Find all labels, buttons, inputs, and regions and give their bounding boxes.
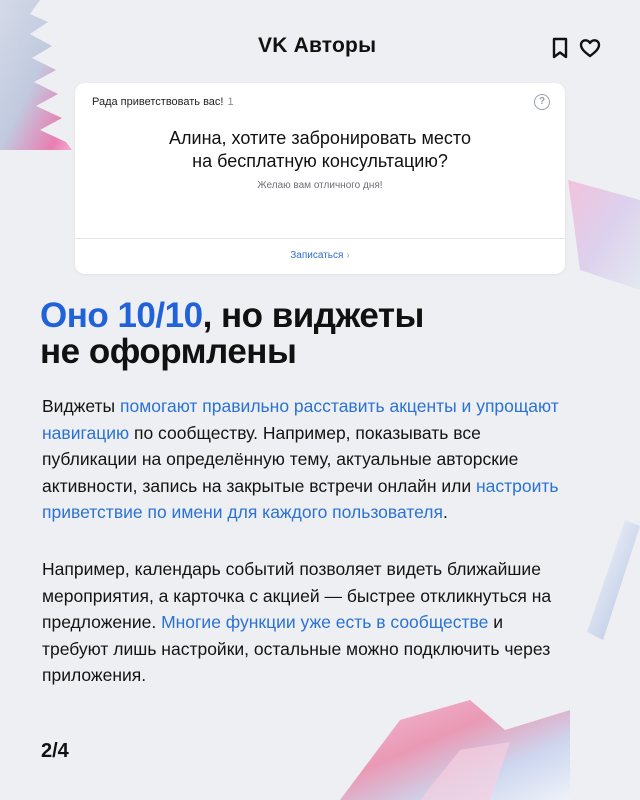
para2-text-1: Например, календарь событий позволяет видеть ближайшие мероприятия, а карточка с акцией — быстрее откликнуться на предложение. — [42, 559, 552, 632]
para1-text-3: . — [443, 502, 448, 522]
chevron-right-icon: › — [346, 250, 350, 261]
widget-header — [92, 96, 234, 108]
para1-text-2: по сообществу. Например, показывать все публикации на определённую тему, актуальные авторские активности, запись на закрытые встречи онлайн или — [42, 422, 519, 496]
para1-link-2[interactable]: настроить приветствие по имени для каждого пользователя — [42, 475, 559, 522]
greeting-widget-card — [75, 83, 565, 274]
body-paragraph-2 — [42, 556, 562, 689]
decorative-glass-shape — [0, 0, 80, 160]
widget-title — [75, 127, 565, 173]
signup-button-label: Записаться — [290, 250, 344, 261]
decorative-glass-shape — [585, 520, 640, 640]
brand-title: VK Авторы — [258, 34, 377, 57]
para2-text-2: и требуют лишь настройки, остальные можно подключить через приложения. — [42, 612, 551, 685]
decorative-glass-shape — [320, 690, 570, 800]
signup-button[interactable] — [75, 250, 565, 261]
widget-title-line2: на бесплатную консультацию? — [192, 151, 448, 171]
page-headline — [40, 298, 600, 370]
bookmark-icon[interactable] — [548, 36, 572, 60]
header-actions — [548, 36, 602, 60]
question-circle-icon[interactable]: ? — [534, 94, 550, 110]
page-number: 2/4 — [41, 740, 69, 762]
headline-rest: , но виджеты — [202, 296, 424, 335]
widget-count: 1 — [227, 96, 234, 108]
para2-link-1[interactable]: Многие функции уже есть в сообществе — [161, 612, 489, 632]
widget-divider — [75, 238, 565, 239]
headline-accent: Оно 10/10 — [40, 296, 203, 335]
widget-greeting: Рада приветствовать вас! — [92, 96, 224, 108]
headline-line2: не оформлены — [40, 332, 297, 371]
decorative-glass-shape — [560, 180, 640, 290]
para1-link-1[interactable]: помогают правильно расставить акценты и упрощают навигацию — [42, 396, 559, 443]
widget-title-line1: Алина, хотите забронировать место — [169, 128, 471, 148]
body-paragraph-1 — [42, 393, 562, 526]
widget-subtitle: Желаю вам отличного дня! — [257, 180, 383, 191]
para1-text-1: Виджеты — [42, 396, 120, 416]
heart-icon[interactable] — [578, 36, 602, 60]
